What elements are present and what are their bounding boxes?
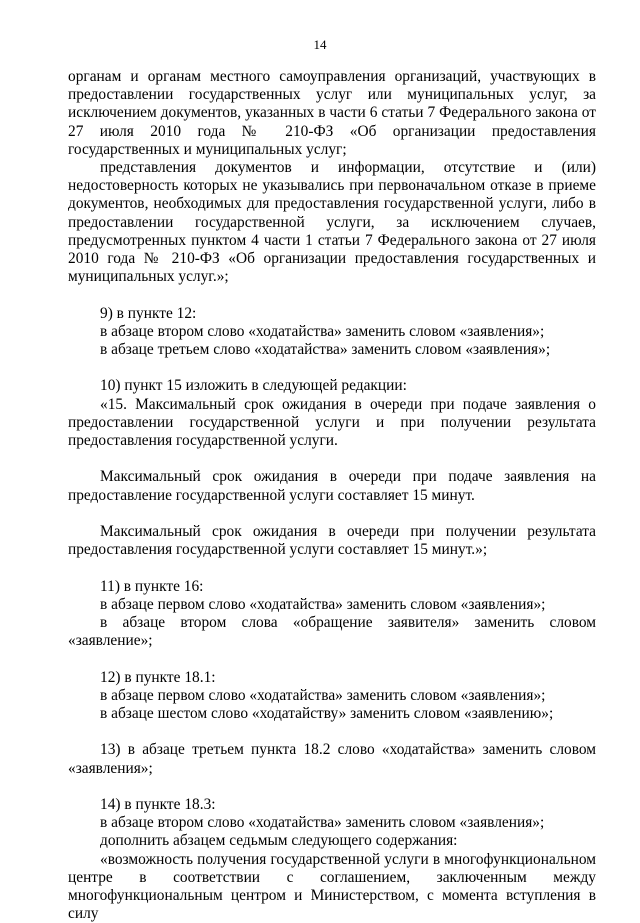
paragraph-spacer (68, 359, 596, 377)
paragraph: в абзаце втором слова «обращение заявителя» заменить словом «заявление»; (68, 614, 596, 650)
page-number: 14 (313, 37, 327, 52)
paragraph-spacer (68, 723, 596, 741)
paragraph: 10) пункт 15 изложить в следующей редакции: (100, 377, 407, 395)
paragraph: 12) в пункте 18.1: (100, 668, 216, 686)
paragraph: дополнить абзацем седьмым следующего содержания: (100, 832, 458, 850)
paragraph: 11) в пункте 16: (100, 577, 204, 595)
paragraph: в абзаце первом слово «ходатайства» заменить словом «заявления»; (100, 595, 546, 613)
paragraph: 14) в пункте 18.3: (100, 796, 216, 813)
paragraph: представления документов и информации, отсутствие и (или) недостоверность которых не указывались при первоначальном отказе в приеме документов, необходимых для предоставления государственной услуги, либо в предоставлении государственной услуги, за исключением случаев, предусмотренных пунктом 4 части 1 статьи 7 Федерального закона от 27 июля 2010 года № 210-ФЗ «Об организации предоставления государственных и муниципальных услуг.»; (68, 159, 596, 286)
paragraph: в абзаце третьем слово «ходатайства» заменить словом «заявления»; (100, 341, 551, 359)
paragraph: Максимальный срок ожидания в очереди при получении результата предоставления государственной услуги составляет 15 минут.»; (68, 523, 596, 559)
paragraph-spacer (68, 505, 596, 523)
paragraph-spacer (68, 650, 596, 668)
paragraph-spacer (68, 450, 596, 468)
paragraph-spacer (68, 286, 596, 304)
paragraph: 9) в пункте 12: (100, 304, 197, 322)
document-body (68, 68, 596, 923)
paragraph: в абзаце втором слово «ходатайства» заменить словом «заявления»; (100, 322, 545, 340)
paragraph-spacer (68, 559, 596, 577)
paragraph: Максимальный срок ожидания в очереди при подаче заявления на предоставление государственной услуги составляет 15 минут. (68, 468, 596, 504)
paragraph: «15. Максимальный срок ожидания в очереди при подаче заявления о предоставлении государственной услуги и при получении результата предоставления государственной услуги. (68, 395, 596, 450)
paragraph: органам и органам местного самоуправления организаций, участвующих в предоставлении государственных услуг или муниципальных услуг, за исключением документов, указанных в части 6 статьи 7 Федерального закона от 27 июля 2010 года № 210-ФЗ «Об организации предоставления государственных и муниципальных услуг; (68, 68, 596, 158)
paragraph: «возможность получения государственной услуги в многофункциональном центре в соответствии с соглашением, заключенным между многофункциональным центром и Министерством, с момента вступления в силу (68, 850, 596, 923)
paragraph: в абзаце втором слово «ходатайства» заменить словом «заявления»; (100, 814, 545, 832)
paragraph-spacer (68, 778, 596, 796)
paragraph: в абзаце первом слово «ходатайства» заменить словом «заявления»; (100, 686, 546, 704)
paragraph: в абзаце шестом слово «ходатайству» заменить словом «заявлению»; (100, 705, 554, 723)
paragraph: 13) в абзаце третьем пункта 18.2 слово «ходатайства» заменить словом «заявления»; (68, 741, 596, 777)
